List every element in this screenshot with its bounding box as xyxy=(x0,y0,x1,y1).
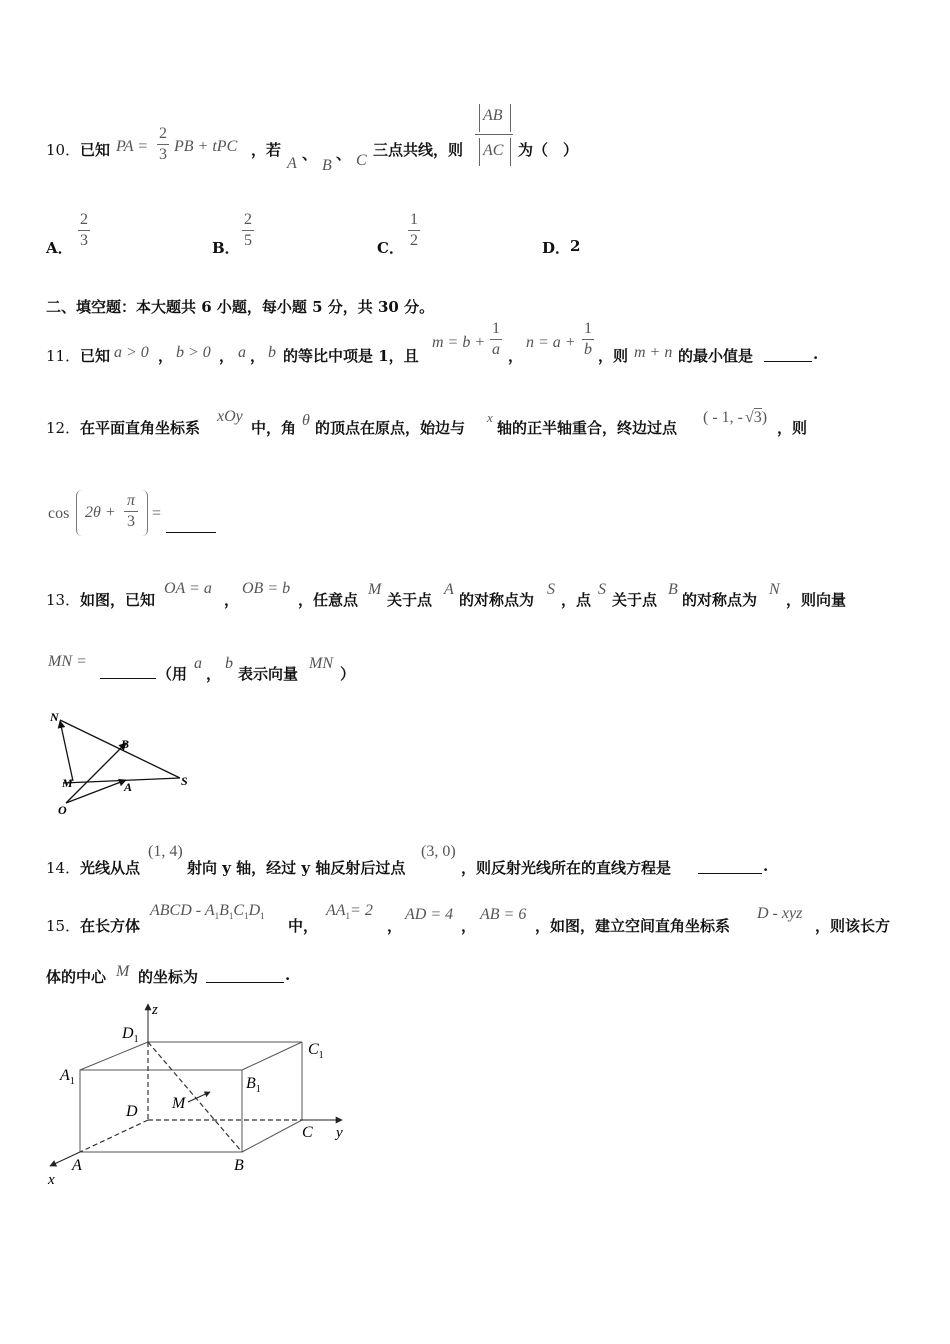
q15-fig-label-a1: $A_1$ xyxy=(60,1067,75,1087)
q13-arrow-oa xyxy=(66,780,126,803)
q11-var-a: a xyxy=(238,344,246,361)
q15-text-1: 在长方体 xyxy=(80,917,141,935)
q13-point-n: N xyxy=(769,581,780,598)
q13-fig-label-m: M xyxy=(62,776,73,790)
q14-point-2: (3, 0) xyxy=(421,843,456,860)
q15-cuboid-figure xyxy=(40,998,360,1188)
q15-line2-a: 体的中心 xyxy=(46,968,107,986)
q10-point-c: C xyxy=(356,152,367,169)
q11-known: 已知 xyxy=(80,347,111,365)
q10-collinear: 三点共线，则 xyxy=(373,141,464,159)
q13-var-a: a xyxy=(194,655,202,672)
q12-equals: = xyxy=(152,505,162,522)
q13-fig-label-b: B xyxy=(121,737,130,751)
q14-text-2: 射向 y 轴，经过 y 轴反射后过点 xyxy=(187,859,406,877)
q15-edge-da xyxy=(80,1120,148,1152)
q15-text-4: ，则该长方 xyxy=(815,917,891,935)
q13-text-5: ，点 xyxy=(561,591,592,609)
q14-point-1: (1, 4) xyxy=(148,843,183,860)
q15-line2-b: 的坐标为 xyxy=(138,968,199,986)
q13-text-9: 表示向量 xyxy=(238,665,299,683)
q10-eq-lhs: PA = xyxy=(116,138,148,155)
section-heading: 二、填空题：本大题共 6 小题，每小题 5 分，共 30 分。 xyxy=(46,298,435,316)
q10-option-b-value: 2 5 xyxy=(244,211,252,249)
q13-number: 13． xyxy=(46,591,81,609)
q10-sep2: 、 xyxy=(336,145,352,163)
q10-point-a: A xyxy=(287,155,297,172)
q10-tail: 为（ ） xyxy=(518,141,579,159)
q10-option-b-label: B． xyxy=(212,239,240,257)
q13-text-1: 如图，已知 xyxy=(80,591,156,609)
q10-ratio: AB AC xyxy=(475,104,513,170)
q15-end: . xyxy=(285,966,291,984)
q14-number: 14． xyxy=(46,859,81,877)
q13-point-m: M xyxy=(368,581,382,598)
q11-expr: m + n xyxy=(634,344,673,361)
q11-m-fraction: 1 a xyxy=(492,320,500,358)
q13-paren-open: （用 xyxy=(157,665,188,683)
q15-solid: ABCD - $A_1B_1C_1D_1$ xyxy=(150,902,265,922)
q11-n-eq: n = a + xyxy=(526,334,576,351)
q15-fig-label-b: B xyxy=(234,1157,244,1174)
q13-answer-blank[interactable] xyxy=(100,678,156,679)
q11-comma: ， xyxy=(158,347,174,365)
q13-text-7: 的对称点为 xyxy=(682,591,758,609)
q12-cos: cos xyxy=(48,505,70,522)
q14-text-3: ，则反射光线所在的直线方程是 xyxy=(461,859,672,877)
q15-fig-label-c1: $C_1$ xyxy=(308,1041,324,1061)
q14-end: . xyxy=(763,857,769,875)
q13-oa: OA = a xyxy=(164,580,212,597)
q13-point-b: B xyxy=(668,581,678,598)
q13-comma: ， xyxy=(224,591,240,609)
q12-text-2: 中，角 xyxy=(251,419,297,437)
q11-comma: ， xyxy=(508,347,524,365)
q12-number: 12． xyxy=(46,419,81,437)
q15-diagonal-d1b xyxy=(148,1042,242,1152)
q13-text-3: 关于点 xyxy=(387,591,433,609)
q15-fig-label-b1: $B_1$ xyxy=(246,1075,261,1095)
q11-mid: 的等比中项是 1，且 xyxy=(283,347,419,365)
q11-tail: 的最小值是 xyxy=(678,347,754,365)
q13-text-4: 的对称点为 xyxy=(459,591,535,609)
q13-point-a: A xyxy=(444,581,454,598)
q12-text-5: ，则 xyxy=(777,419,808,437)
q14-text-1: 光线从点 xyxy=(80,859,141,877)
q10-known: 已知 xyxy=(80,141,111,159)
q13-point-s: S xyxy=(547,581,555,598)
q12-text-3: 的顶点在原点，始边与 xyxy=(315,419,466,437)
q12-text-4: 轴的正半轴重合，终边过点 xyxy=(497,419,678,437)
q10-option-c-label: C． xyxy=(377,239,404,257)
q10-point-b: B xyxy=(322,157,332,174)
q15-comma: ， xyxy=(387,917,403,935)
q12-text-1: 在平面直角坐标系 xyxy=(80,419,201,437)
q15-edge-a1d1 xyxy=(80,1042,148,1070)
q10-option-a-value: 2 3 xyxy=(80,211,88,249)
q13-text-6: 关于点 xyxy=(612,591,658,609)
q15-text-3: ，如图，建立空间直角坐标系 xyxy=(535,917,731,935)
q11-n-fraction: 1 b xyxy=(584,320,592,358)
q14-answer-blank[interactable] xyxy=(698,873,762,874)
q13-fig-label-n: N xyxy=(50,710,59,724)
q13-vector-figure xyxy=(40,705,200,820)
q12-paren-expr: 2θ + π 3 xyxy=(76,490,148,536)
q15-system: D - xyz xyxy=(757,905,803,922)
q13-arrow-ob xyxy=(66,743,126,803)
q13-mn: MN = xyxy=(48,653,87,670)
q13-paren-close: ） xyxy=(340,665,356,683)
q15-center-m: M xyxy=(116,963,130,980)
q12-answer-blank[interactable] xyxy=(166,532,216,533)
q15-fig-label-x: x xyxy=(48,1172,55,1188)
q15-text-2: 中， xyxy=(288,917,319,935)
q13-arrow-mn xyxy=(60,721,73,781)
q10-sep1: 、 xyxy=(302,145,318,163)
q11-cond-b: b > 0 xyxy=(176,344,211,361)
q15-fig-label-a: A xyxy=(72,1157,82,1174)
q15-fig-label-d: D xyxy=(126,1103,138,1120)
q15-fig-label-m: M xyxy=(172,1095,186,1112)
q11-then: ，则 xyxy=(598,347,629,365)
q10-option-d-label: D． xyxy=(542,239,571,257)
q10-option-c-value: 1 2 xyxy=(410,211,418,249)
q11-number: 11． xyxy=(46,347,81,365)
q10-eq-rhs: PB + tPC xyxy=(174,138,238,155)
q13-comma: ， xyxy=(206,665,222,683)
q10-option-a-label: A． xyxy=(46,239,73,257)
q15-fig-label-y: y xyxy=(336,1125,343,1141)
q13-ob: OB = b xyxy=(242,580,291,597)
q12-theta: θ xyxy=(302,412,310,429)
q15-edge-bc xyxy=(242,1120,302,1152)
q15-answer-blank[interactable] xyxy=(206,982,284,983)
q12-xoy: xOy xyxy=(217,408,243,425)
q15-number: 15． xyxy=(46,917,81,935)
q15-ad: AD = 4 xyxy=(405,906,454,923)
q13-point-s2: S xyxy=(598,581,606,598)
q12-x: x xyxy=(487,410,493,425)
q15-comma: ， xyxy=(461,917,477,935)
q12-point: ( - 1, - √3) xyxy=(703,409,768,426)
q10-if: ，若 xyxy=(251,141,282,159)
q11-cond-a: a > 0 xyxy=(114,344,149,361)
q11-m-eq: m = b + xyxy=(432,334,486,351)
q15-aa1: $AA_1= 2$ xyxy=(326,902,373,922)
q13-fig-label-o: O xyxy=(58,803,67,817)
q15-ab: AB = 6 xyxy=(480,906,527,923)
q11-comma: ， xyxy=(250,347,266,365)
q13-mn2: MN xyxy=(309,655,333,672)
q15-edge-b1c1 xyxy=(242,1042,302,1070)
q15-front-face xyxy=(80,1070,242,1152)
q15-fig-label-z: z xyxy=(152,1002,158,1018)
q13-text-8: ，则向量 xyxy=(786,591,847,609)
q13-var-b: b xyxy=(225,655,233,672)
q11-answer-blank[interactable] xyxy=(764,361,812,362)
q13-text-2: ，任意点 xyxy=(298,591,359,609)
q13-fig-label-a: A xyxy=(124,780,133,794)
q15-fig-label-c: C xyxy=(302,1124,313,1141)
q10-number: 10． xyxy=(46,141,81,159)
q11-var-b: b xyxy=(268,344,276,361)
q15-fig-label-d1: $D_1$ xyxy=(122,1025,139,1045)
q10-option-d-value: 2 xyxy=(570,237,581,255)
q13-fig-label-s: S xyxy=(181,774,188,788)
q11-comma: ， xyxy=(219,347,235,365)
q10-fraction: 2 3 xyxy=(159,125,167,163)
q11-end: . xyxy=(813,345,819,363)
